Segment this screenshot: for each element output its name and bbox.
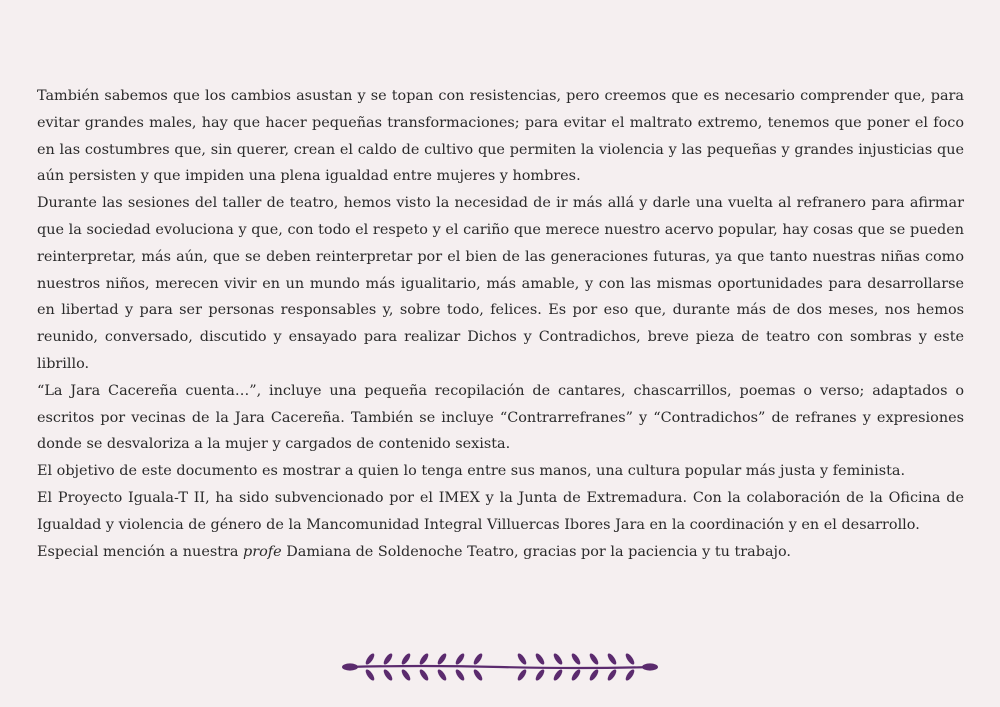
paragraph-funding: El Proyecto Iguala-T II, ha sido subvencionado por el IMEX y la Junta de Extremadura. Con la colaboración de la Oficina de Igualdad y violencia de género de la Mancomunidad Integral Villuercas Ibores Jara en la coordinación y en el desarrollo. [37,489,964,533]
special-mention-after: Damiana de Soldenoche Teatro, gracias por la paciencia y tu trabajo. [281,543,791,560]
paragraph-special-mention [37,539,964,566]
body-text [37,83,964,565]
paragraph-theatre-workshop: Durante las sesiones del taller de teatro, hemos visto la necesidad de ir más allá y darle una vuelta al refranero para afirmar que la sociedad evoluciona y que, con todo el respeto y el cariño que merece nuestro acervo popular, hay cosas que se pueden reinterpretar, más aún, que se deben reinterpretar por el bien de las generaciones futuras, ya que tanto nuestras niñas como nuestros niños, merecen vivir en un mundo más igualitario, más amable, y con las mismas oportunidades para desarrollarse en libertad y para ser personas responsables y, sobre todo, felices. Es por eso que, durante más de dos meses, nos hemos reunido, conversado, discutido y ensayado para realizar Dichos y Contradichos, breve pieza de teatro con sombras y este librillo. [37,195,964,372]
paragraph-objective: El objetivo de este documento es mostrar a quien lo tenga entre sus manos, una cultura popular más justa y feminista. [37,463,906,480]
special-mention-before: Especial mención a nuestra [37,543,244,560]
special-mention-italic: profe [243,543,282,560]
laurel-vine-divider-icon [340,645,660,685]
paragraph-booklet-contents: “La Jara Cacereña cuenta…”, incluye una pequeña recopilación de cantares, chascarrillos, poemas o verso; adaptados o escritos por vecinas de la Jara Cacereña. También se incluye “Contrarrefranes” y “Contradichos” de refranes y expresiones donde se desvaloriza a la mujer y cargados de contenido sexista. [37,382,964,453]
paragraph-changes: También sabemos que los cambios asustan y se topan con resistencias, pero creemos que es necesario comprender que, para evitar grandes males, hay que hacer pequeñas transformaciones; para evitar el maltrato extremo, tenemos que poner el foco en las costumbres que, sin querer, crean el caldo de cultivo que permiten la violencia y las pequeñas y grandes injusticias que aún persisten y que impiden una plena igualdad entre mujeres y hombres. [37,88,964,185]
